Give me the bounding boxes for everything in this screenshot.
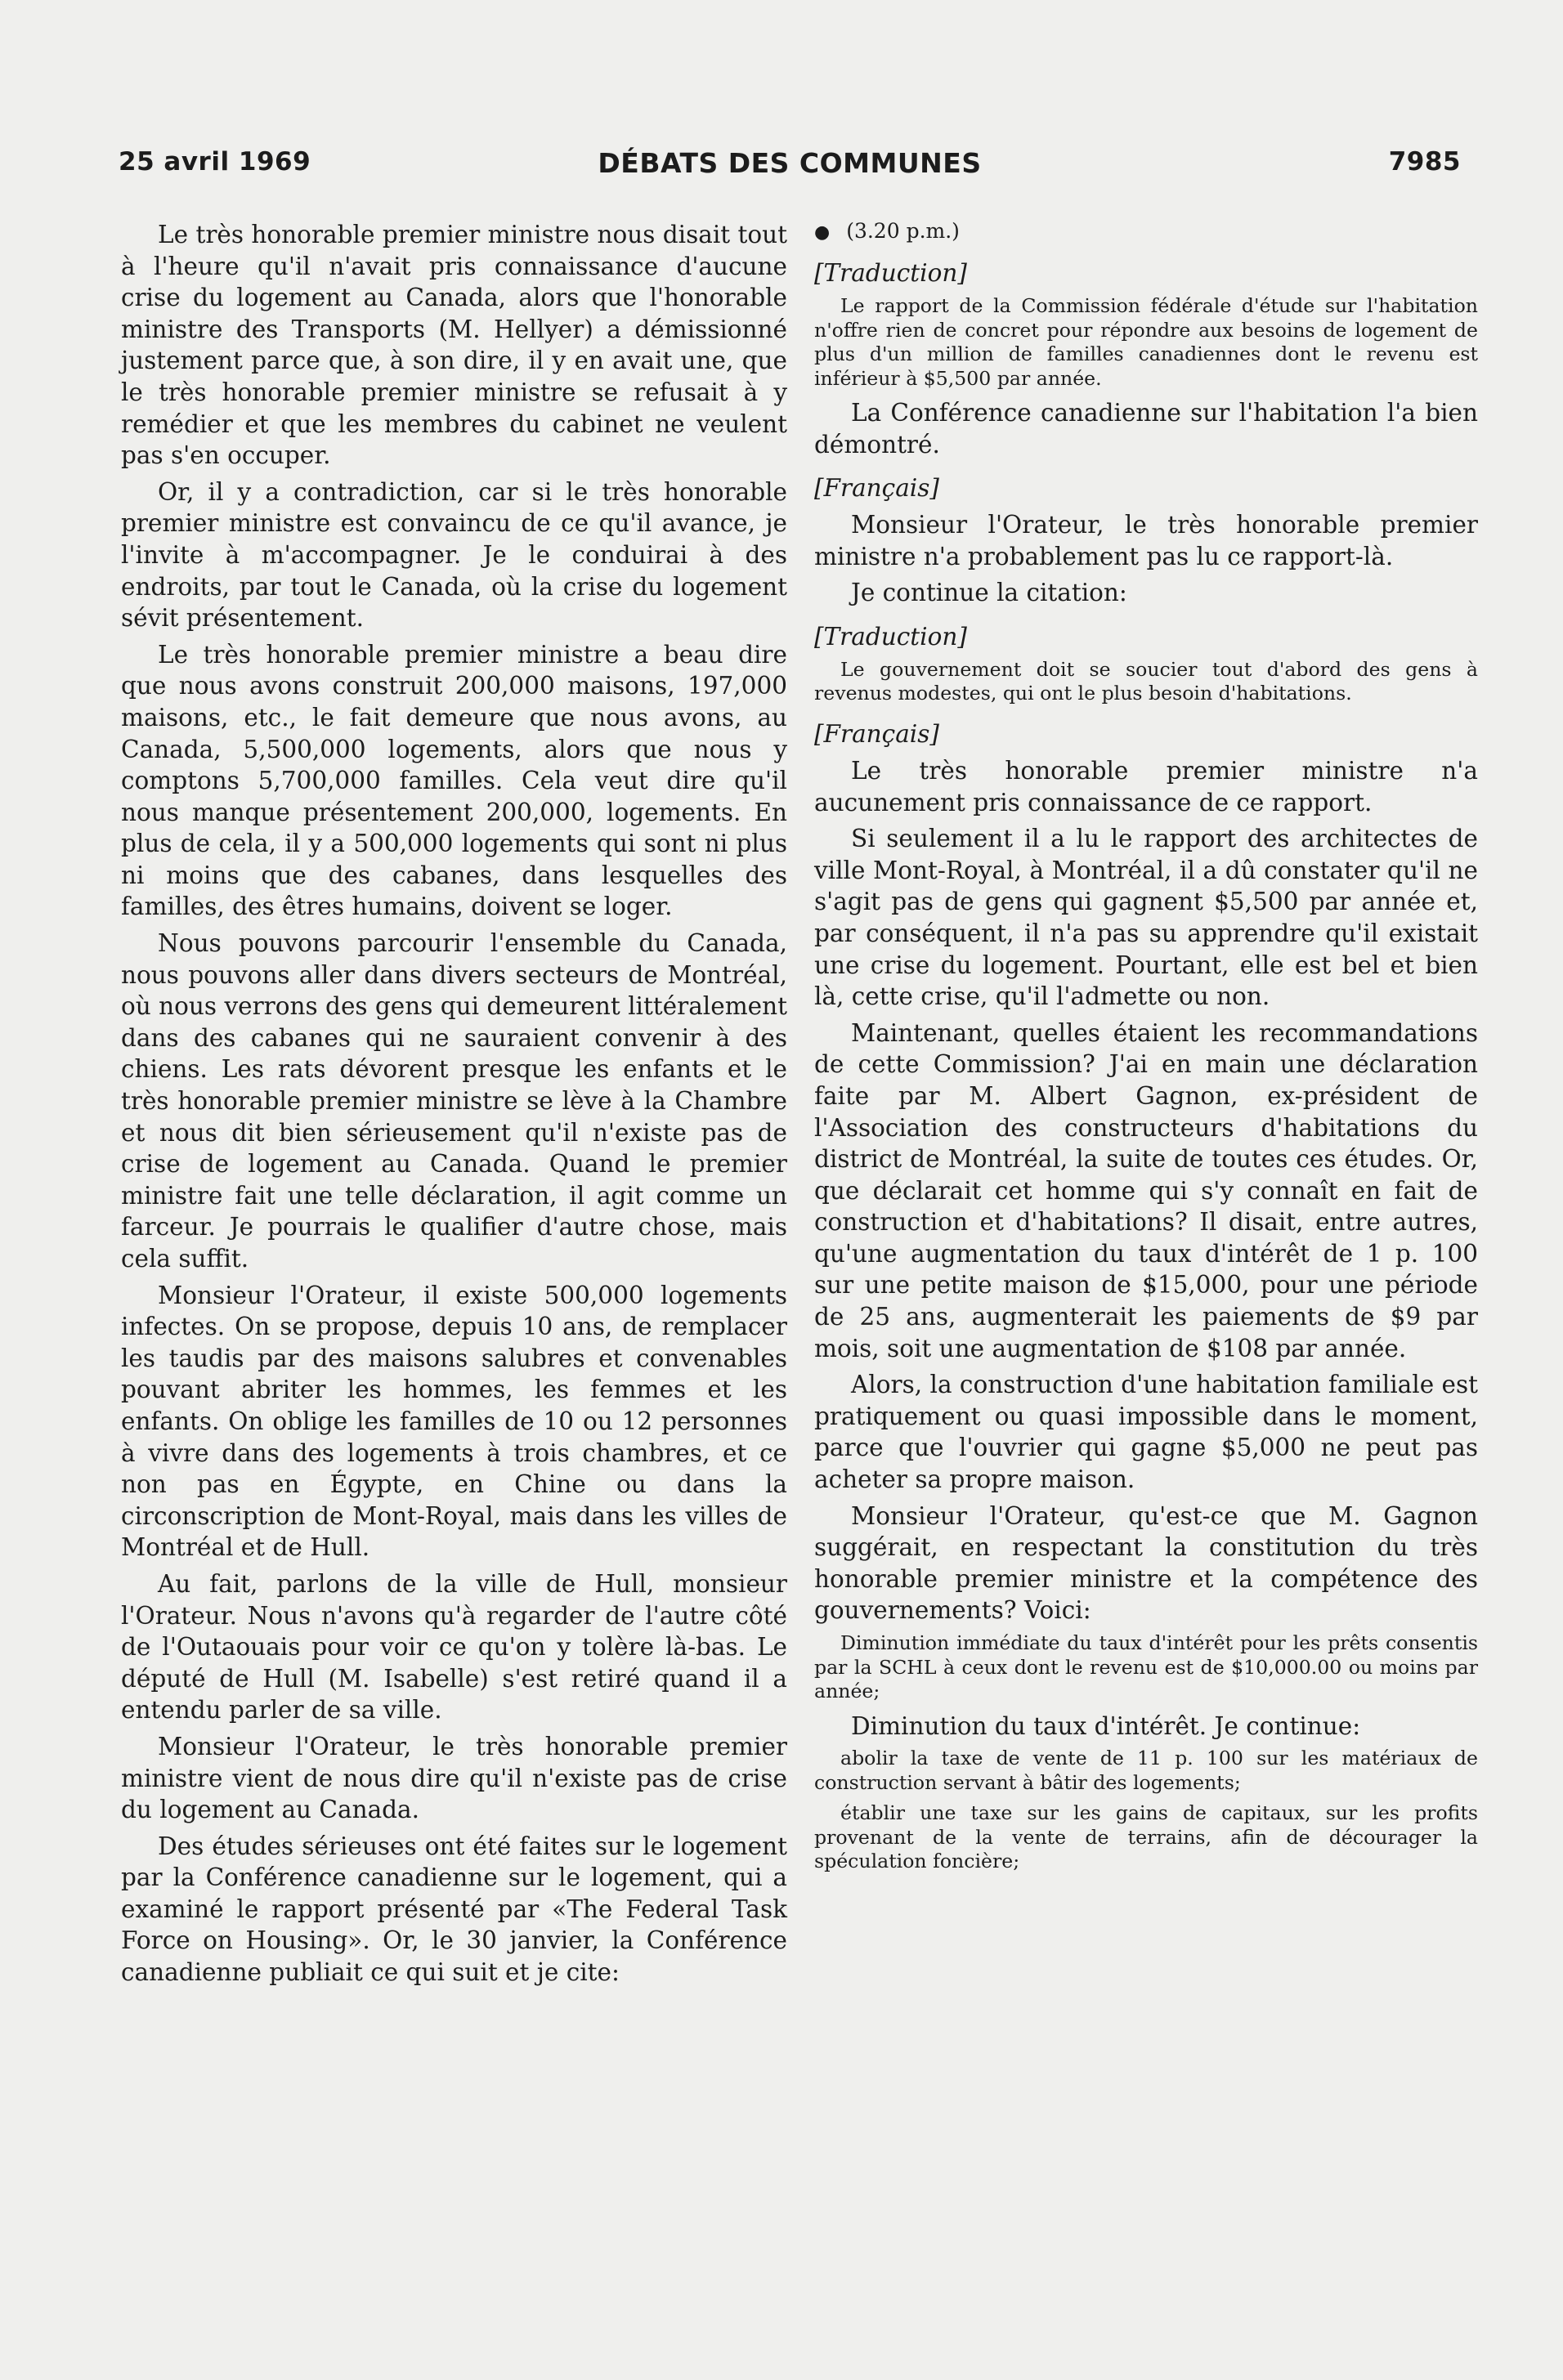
bullet-icon: ● bbox=[814, 222, 831, 243]
header-page-number: 7985 bbox=[1388, 147, 1461, 177]
quotation: établir une taxe sur les gains de capitaux, sur les profits provenant de la vente de terrains, afin de décourager la spéculation foncière; bbox=[814, 1801, 1478, 1873]
paragraph: Alors, la construction d'une habitation familiale est pratiquement ou quasi impossible dans le moment, parce que l'ouvrier qui gagne $5,000 ne peut pas acheter sa propre maison. bbox=[814, 1371, 1478, 1494]
paragraph: Or, il y a contradiction, car si le très honorable premier ministre est convaincu de ce qu'il avance, je l'invite à m'accompagner. Je le conduirai à des endroits, par tout le Canada, où la crise du logement sévit présentement. bbox=[121, 477, 787, 633]
header-date: 25 avril 1969 bbox=[119, 147, 311, 177]
section-tag-traduction: [Traduction] bbox=[814, 622, 967, 651]
header-title: DÉBATS DES COMMUNES bbox=[598, 147, 982, 179]
quotation: Le rapport de la Commission fédérale d'étude sur l'habitation n'offre rien de concret pour répondre aux besoins de logement de plus d'un million de familles canadiennes dont le revenu est inférieur à $5,500 par année. bbox=[814, 294, 1478, 390]
paragraph: Le très honorable premier ministre a beau dire que nous avons construit 200,000 maisons, 197,000 maisons, etc., le fait demeure que nous avons, au Canada, 5,500,000 logements, alors que nous y comptons 5,700,000 familles. Cela veut dire qu'il nous manque présentement 200,000, logements. En plus de cela, il y a 500,000 logements qui sont ni plus ni moins que des cabanes, dans lesquelles des familles, des êtres humains, doivent se loger. bbox=[121, 640, 787, 921]
quotation: Le gouvernement doit se soucier tout d'abord des gens à revenus modestes, qui ont le plus besoin d'habitations. bbox=[814, 657, 1478, 705]
paragraph: Au fait, parlons de la ville de Hull, monsieur l'Orateur. Nous n'avons qu'à regarder de l'autre côté de l'Outaouais pour voir ce qu'on y tolère là-bas. Le député de Hull (M. Isabelle) s'est retiré quand il a entendu parler de sa ville. bbox=[121, 1569, 787, 1725]
paragraph: Si seulement il a lu le rapport des architectes de ville Mont-Royal, à Montréal, il a dû constater qu'il ne s'agit pas de gens qui gagnent $5,500 par année et, par conséquent, il n'a pas su apprendre qu'il existait une crise du logement. Pourtant, elle est bel et bien là, cette crise, qu'il l'admette ou non. bbox=[814, 825, 1478, 1011]
paragraph: La Conférence canadienne sur l'habitation l'a bien démontré. bbox=[814, 399, 1478, 459]
paragraph: Monsieur l'Orateur, le très honorable premier ministre n'a probablement pas lu ce rapport-là. bbox=[814, 511, 1478, 570]
paragraph: Diminution du taux d'intérêt. Je continue: bbox=[851, 1711, 1361, 1740]
paragraph: Monsieur l'Orateur, qu'est-ce que M. Gagnon suggérait, en respectant la constitution du très honorable premier ministre et la compétence des gouvernements? Voici: bbox=[814, 1501, 1478, 1625]
page-header bbox=[119, 147, 1461, 188]
quotation: abolir la taxe de vente de 11 p. 100 sur les matériaux de construction servant à bâtir des logements; bbox=[814, 1747, 1478, 1794]
paragraph: Le très honorable premier ministre n'a aucunement pris connaissance de ce rapport. bbox=[814, 756, 1478, 816]
paragraph: Je continue la citation: bbox=[851, 579, 1127, 607]
paragraph: Monsieur l'Orateur, il existe 500,000 logements infectes. On se propose, depuis 10 ans, de remplacer les taudis par des maisons salubres et convenables pouvant abriter les hommes, les femmes et les enfants. On oblige les familles de 10 ou 12 personnes à vivre dans des logements à trois chambres, et ce non pas en Égypte, en Chine ou dans la circonscription de Mont-Royal, mais dans les villes de Montréal et de Hull. bbox=[121, 1281, 787, 1562]
paragraph: Monsieur l'Orateur, le très honorable premier ministre vient de nous dire qu'il n'existe pas de crise du logement au Canada. bbox=[121, 1732, 787, 1824]
section-tag-francais: [Français] bbox=[814, 474, 939, 503]
right-column bbox=[814, 219, 1478, 1881]
quotation: Diminution immédiate du taux d'intérêt pour les prêts consentis par la SCHL à ceux dont le revenu est de $10,000.00 ou moins par année; bbox=[814, 1631, 1478, 1702]
time-text: (3.20 p.m.) bbox=[846, 219, 960, 243]
section-tag-traduction: [Traduction] bbox=[814, 259, 967, 287]
paragraph: Nous pouvons parcourir l'ensemble du Canada, nous pouvons aller dans divers secteurs de Montréal, où nous verrons des gens qui demeurent littéralement dans des cabanes qui ne sauraient convenir à des chiens. Les rats dévorent presque les enfants et le très honorable premier ministre se lève à la Chambre et nous dit bien sérieusement qu'il n'existe pas de crise de logement au Canada. Quand le premier ministre fait une telle déclaration, il agit comme un farceur. Je pourrais le qualifier d'autre chose, mais cela suffit. bbox=[121, 929, 787, 1273]
section-tag-francais: [Français] bbox=[814, 719, 939, 748]
left-column bbox=[121, 219, 787, 1993]
paragraph: Des études sérieuses ont été faites sur le logement par la Conférence canadienne sur le logement, qui a examiné le rapport présenté par «The Federal Task Force on Housing». Or, le 30 janvier, la Conférence canadienne publiait ce qui suit et je cite: bbox=[121, 1832, 787, 1987]
time-stamp bbox=[814, 219, 1478, 245]
paragraph: Le très honorable premier ministre nous disait tout à l'heure qu'il n'avait pris connaissance d'aucune crise du logement au Canada, alors que l'honorable ministre des Transports (M. Hellyer) a démissionné justement parce que, à son dire, il y en avait une, que le très honorable premier ministre se refusait à y remédier et que les membres du cabinet ne veulent pas s'en occuper. bbox=[121, 221, 787, 470]
paragraph: Maintenant, quelles étaient les recommandations de cette Commission? J'ai en main une déclaration faite par M. Albert Gagnon, ex-président de l'Association des constructeurs d'habitations du district de Montréal, la suite de toutes ces études. Or, que déclarait cet homme qui s'y connaît en fait de construction et d'habitations? Il disait, entre autres, qu'une augmentation du taux d'intérêt de 1 p. 100 sur une petite maison de $15,000, pour une période de 25 ans, augmenterait les paiements de $9 par mois, soit une augmentation de $108 par année. bbox=[814, 1018, 1478, 1362]
